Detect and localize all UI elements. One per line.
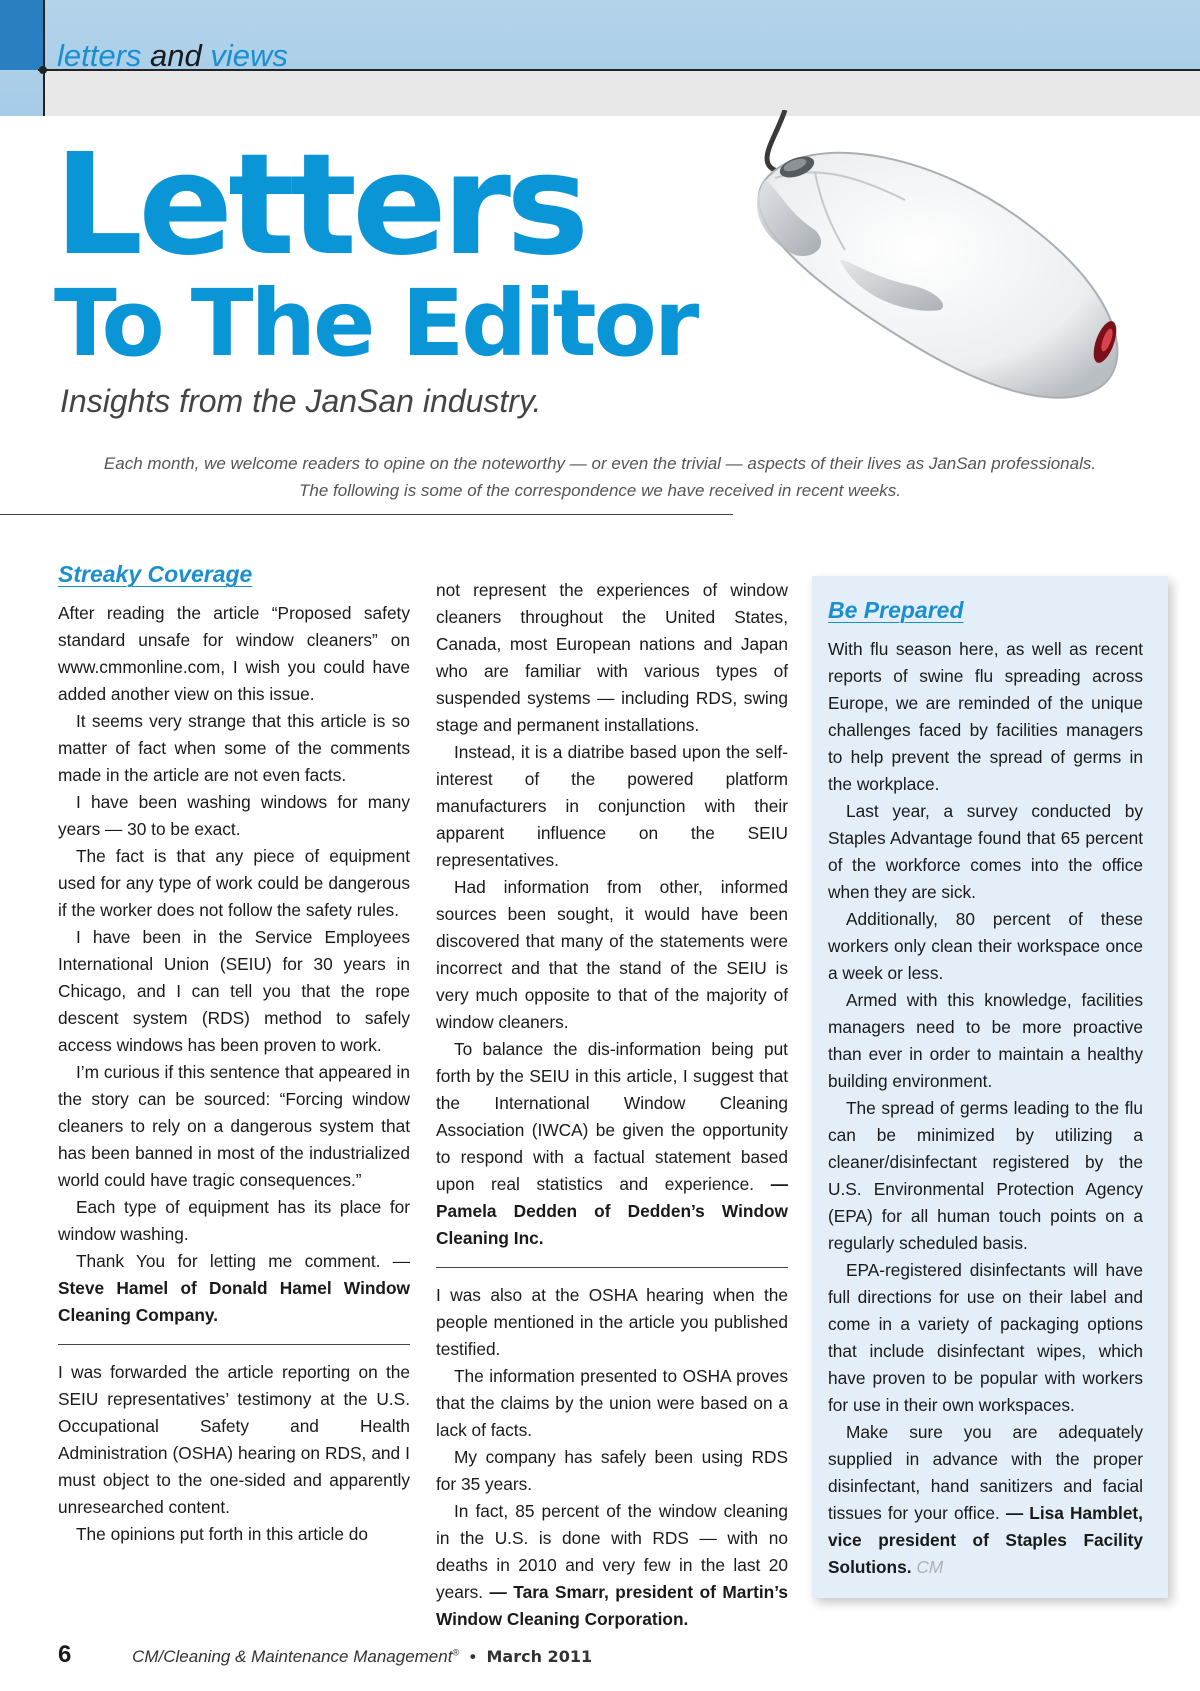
letter1-paragraph: After reading the article “Proposed safety standard unsafe for window cleaners” on www.cmmonline.com, I wish you could have added another view on this issue. xyxy=(58,603,410,704)
letter2-closing: To balance the dis-information being put forth by the SEIU in this article, I suggest that the International Window Cleaning Association (IWCA) be given the opportunity to respond with a factual statement based upon real statistics and experience. xyxy=(436,1039,788,1194)
headline-line2: To The Editor xyxy=(54,270,697,377)
end-mark: CM xyxy=(916,1557,944,1577)
letter3-closing: In fact, 85 percent of the window cleaning in the U.S. is done with RDS — with no deaths in 2010 and very few in the last 20 years. xyxy=(436,1501,788,1602)
sidebar-column xyxy=(828,592,1143,1581)
article-column-1 xyxy=(58,556,410,1548)
intro-text xyxy=(0,450,1200,504)
article-column-2 xyxy=(436,577,788,1633)
letter1-paragraph: I have been in the Service Employees International Union (SEIU) for 30 years in Chicago, and I can tell you that the rope descent system (RDS) method to safely access windows has been proven to work. xyxy=(58,927,410,1055)
computer-mouse-image xyxy=(735,110,1155,420)
letter3-closing-paragraph xyxy=(436,1498,788,1633)
sidebar-box xyxy=(812,576,1168,1598)
letter2-paragraph: I was forwarded the article reporting on the SEIU representatives’ testimony at the U.S. Occupational Safety and Health Administration (OSHA) hearing on RDS, and I must object to the one-sided and apparently unresearched content. xyxy=(58,1362,410,1517)
section-label-letters: letters xyxy=(57,38,142,73)
letter2-paragraph: not represent the experiences of window cleaners throughout the United States, Canada, most European nations and Japan who are familiar with various types of suspended systems — including RDS, swing stage and permanent installations. xyxy=(436,580,788,735)
sidebar-closing-paragraph xyxy=(828,1419,1143,1581)
letter3-paragraph: The information presented to OSHA proves that the claims by the union were based on a lack of facts. xyxy=(436,1366,788,1440)
section-label xyxy=(57,38,288,74)
sidebar-paragraph: Last year, a survey conducted by Staples Advantage found that 65 percent of the workforce comes into the office when they are sick. xyxy=(828,801,1143,902)
sidebar-closing: Make sure you are adequately supplied in advance with the proper disinfectant, hand sanitizers and facial tissues for your office. xyxy=(828,1422,1143,1523)
sidebar-paragraph: Armed with this knowledge, facilities managers need to be more proactive than ever in order to maintain a healthy building environment. xyxy=(828,990,1143,1091)
letter-divider xyxy=(436,1267,788,1268)
letter3-paragraph: My company has safely been using RDS for 35 years. xyxy=(436,1447,788,1494)
letter1-paragraph: It seems very strange that this article is so matter of fact when some of the comments made in the article are not even facts. xyxy=(58,711,410,785)
sidebar-title: Be Prepared xyxy=(828,597,964,623)
registered-mark: ® xyxy=(452,1647,460,1658)
page-footer xyxy=(58,1641,592,1669)
sidebar-signature: — Lisa Hamblet, vice president of Staples Facility Solutions. xyxy=(828,1503,1143,1577)
subheadline: Insights from the JanSan industry. xyxy=(60,383,542,419)
letter2-paragraph: Had information from other, informed sources been sought, it would have been discovered that many of the statements were incorrect and that the stand of the SEIU is very much opposite to that of the majority of window cleaners. xyxy=(436,877,788,1032)
letter2-paragraph: The opinions put forth in this article do xyxy=(76,1524,369,1544)
headline-line1: Letters xyxy=(54,124,585,287)
intro-divider xyxy=(0,514,733,515)
section-label-views: views xyxy=(210,38,288,73)
letter2-paragraph: Instead, it is a diatribe based upon the self-interest of the powered platform manufacturers in conjunction with their apparent influence on the SEIU representatives. xyxy=(436,742,788,870)
footer-separator: • xyxy=(469,1647,476,1666)
intro-line-1: Each month, we welcome readers to opine on the noteworthy — or even the trivial — aspects of their lives as JanSan professionals. xyxy=(103,454,1097,473)
header-vertical-rule xyxy=(43,0,45,116)
issue-date: March 2011 xyxy=(486,1647,593,1666)
sidebar-paragraph: The spread of germs leading to the flu can be minimized by utilizing a cleaner/disinfectant registered by the U.S. Environmental Protection Agency (EPA) for all human touch points on a regularly scheduled basis. xyxy=(828,1098,1143,1253)
letter3-signature: — Tara Smarr, president of Martin’s Window Cleaning Corporation. xyxy=(436,1582,788,1629)
letter1-paragraph: I have been washing windows for many years — 30 to be exact. xyxy=(58,792,410,839)
sidebar-paragraph: With flu season here, as well as recent reports of swine flu spreading across Europe, we are reminded of the unique challenges faced by facilities managers to help prevent the spread of germs in the workplace. xyxy=(828,639,1143,794)
letter1-closing-paragraph xyxy=(58,1248,410,1329)
letter-divider xyxy=(58,1344,410,1345)
letter1-closing: Thank You for letting me comment. — xyxy=(76,1251,410,1271)
intro-line-2: The following is some of the correspondence we have received in recent weeks. xyxy=(299,481,901,500)
letter1-paragraph: The fact is that any piece of equipment used for any type of work could be dangerous if the worker does not follow the safety rules. xyxy=(58,846,410,920)
header-rule-node xyxy=(39,66,47,74)
letter2-closing-paragraph xyxy=(436,1036,788,1252)
letter1-paragraph: Each type of equipment has its place for window washing. xyxy=(58,1197,410,1244)
header-gray-bar xyxy=(44,69,1200,116)
header-accent-block xyxy=(0,0,44,70)
letter1-paragraph: I’m curious if this sentence that appeared in the story can be sourced: “Forcing window cleaners to rely on a dangerous system that has been banned in most of the industrialized world could have tragic consequences.” xyxy=(58,1062,410,1190)
letter2-signature: — Pamela Dedden of Dedden’s Window Cleaning Inc. xyxy=(436,1174,788,1248)
article-title: Streaky Coverage xyxy=(58,561,253,587)
sidebar-paragraph: Additionally, 80 percent of these workers only clean their workspace once a week or less. xyxy=(828,909,1143,983)
page-number: 6 xyxy=(58,1641,72,1668)
publication-name: CM/Cleaning & Maintenance Management xyxy=(132,1647,453,1666)
sidebar-paragraph: EPA-registered disinfectants will have full directions for use on their label and come in a variety of packaging options that include disinfectant wipes, which have proven to be popular with workers for use in their own workspaces. xyxy=(828,1260,1143,1415)
section-label-and: and xyxy=(150,38,202,73)
letter3-paragraph: I was also at the OSHA hearing when the people mentioned in the article you published testified. xyxy=(436,1285,788,1359)
letter1-signature: Steve Hamel of Donald Hamel Window Cleaning Company. xyxy=(58,1278,410,1325)
